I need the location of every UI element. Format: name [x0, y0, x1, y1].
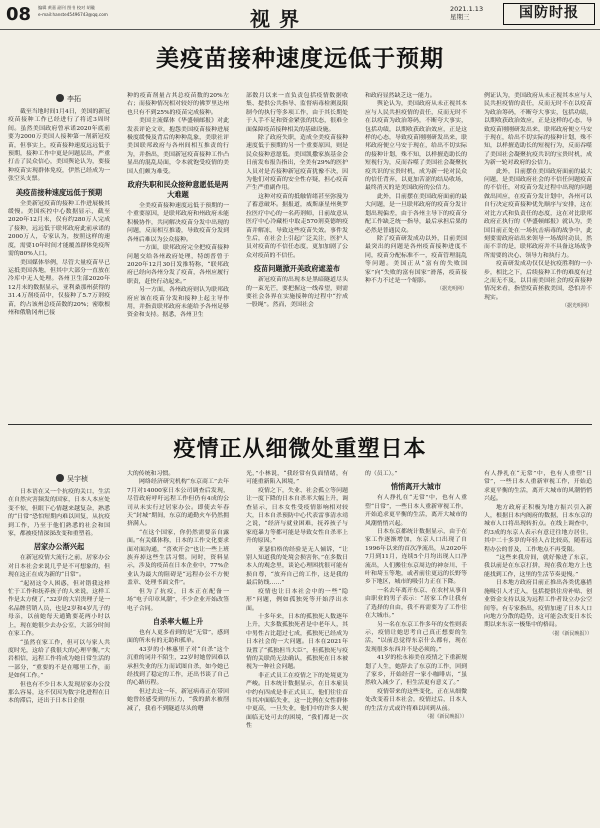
- paragraph: 亚瑟伯格的经验是无人倾诉，“让别人知道我的处境会损害你，”在多数日本人的观念里，谈论心理困扰很可能有损自尊，“放弃自己的工作，这是我的最后防线……”: [246, 546, 348, 587]
- paragraph: 除了疫苗研发成功以外，目前美国最突出的问题是各州疫苗接种进度不同，疫苗分配标准不一，疫苗管理混乱等问题。美国正从“富有的失败国家”向“失败的富有国家”滑落，疫苗接种不力不过是一个缩影。: [365, 235, 467, 284]
- paragraph: 有人挣扎在“无常”中，也有人重塑“日常”，一些日本人重新审视工作，开始追求更平衡的生活，离开大城市的风潮悄悄兴起。: [365, 495, 467, 527]
- paragraph: “虽然在家工作，但可以与家人共度时光，这给了我很大的心理平衡，”大岩相信，远程工作将成为她日常生活的一部分，“重要的不是在哪里工作，而是如何工作。”: [8, 639, 110, 680]
- paragraph: “起初这令人困惑，但对错我这样忙于工作和抚养孩子的人来说，这样工作是太方便了，”32岁的大岩贵理子是一名品牌营销人员，也是2岁和4岁儿子的母亲，以前她每天通勤要花两小时以上，现在她很少去办公室，大部分时间在家工作。: [8, 580, 110, 638]
- newspaper-logo: 国防时报: [503, 3, 595, 25]
- paragraph: 在新冠疫情大流行之前，居家办公对日本社会来说几乎是不可想象的，但现在这正在成为新的“日常”。: [8, 555, 110, 579]
- editor-info: [38, 4, 158, 18]
- paragraph: 另一方面，各州政府则认为联邦政府应该在疫苗分发和接种上起主导作用，并指责联邦政府未能给予各州足够资金和支持。据悉，各州卫生: [127, 287, 229, 319]
- weekday-text: 星期三: [450, 13, 470, 21]
- paragraph: 一方面，联邦政府完全把疫苗接种问题交给各州政府处理，特朗普曾于2020年12月30日发推特称，“联邦政府已经向各州分发了疫苗，各州应履行职责，赶快行动起来。”: [127, 245, 229, 285]
- paragraph: 地方政府正积极为地方振兴引入新人，根据日本内阁府的数据，日本东京的城市人口将出现转折点。在线上调查中，约3成的东京人表示有意迁往地方居住，其中二十多岁的年轻人占比较高，随着远程办公的普及，工作地点不再受限。: [484, 504, 592, 553]
- paragraph: 网络经济研究机构“东京商工”去年7月对14000家日本公司调查后发现，尽管政府呼吁远程工作但仍有4成的公司从未实行过居家办公。即使去年春天“封城”期间，东京的通勤火车仍然拥挤满人。: [127, 479, 229, 528]
- paragraph: 截至当地时间1月4日，美国的新冠疫苗接种工作已经进行了将近3周时间。虽然美国政府曾承诺2020年底前要为2000万美国人接种第一剂新冠疫苗，但事实上，疫苗接种速度远远低于预期，接种工作中更是问题层出，严重打击了民众信心，美国舆论认为，要接种疫苗实现群体免疫，伊然已经成为一张空头支票。: [8, 109, 110, 183]
- article2-headline: 疫情正从细微处重塑日本: [173, 437, 427, 462]
- paragraph: 非正式员工在疫情之下的处境更为严峻。日本统计数据显示，在日本雇员中约有四成是非正式员工，他们往往首当其冲面临失业，这一比例在女性群体中更高，一旦失业，他们中的许多人便面临无处可去的困境，“我们都是一次性: [246, 672, 348, 730]
- paragraph: 光，”小林说，“我经常有负面情绪，有可能重新陷入困境，”: [246, 471, 348, 486]
- paragraph: 另一名在东京工作多年的女性则表示，疫情让她思考自己真正想要的生活，“以前总觉得东京什么都有，现在发现很多东西并不是必须的。”: [365, 621, 467, 653]
- paragraph: 例证认为，美国政府从未正视其本应与人民共担疫情的责任，反而无时不在以疫苗为政治筹码，不断夸大事实，包括功绩，以期收获政治效应，正是这样的心态，导致疫苗刚刚研发出来，联邦政府便立马安于现在，给出不切实际的接种计划，殊不知，以样擅造助长的短视行为，反而吞噬了美国社会凝聚抗疫共识的宝贵时机，成为新一轮对政府的公信力。: [484, 93, 592, 167]
- paragraph: 的（员工）。”: [365, 471, 398, 477]
- subheading: 自杀率大幅上升: [152, 616, 204, 626]
- paragraph: 有人挣扎在“无常”中，也有人重塑“日常”，一些日本人重新审视工作，开始追求更平衡的生活，离开大城市的风潮悄悄兴起。: [484, 471, 592, 503]
- article2-byline: [56, 474, 88, 484]
- paragraph: 也有人更多看到的是“无常”，感到面的所未有的无助和孤单。: [127, 629, 229, 645]
- page-number: 08: [6, 4, 32, 25]
- paragraph: 日本语在又一个抗疫的关口，生活在自然灾害频发的国家，日本人本应处变不惊，但眼下心情越来越复杂，熟悉的“日常”恐怕短期内难以回复，从抗疫到工作，乃至于他们熟悉的社会和国家，都被疫情深深改变和重塑着。: [8, 489, 110, 538]
- paragraph: 43岁的小林惠里子对“自杀”这个沉重的词并不陌生，22岁时她曾因难以承担失业的压力而试图自杀，如今她已经找到了稳定的工作，还出书谈了自己的心路历程。: [127, 646, 229, 687]
- paragraph: 但过去这一年，新冠病毒正在带回她曾经感受到的压力，“我的薪水被削减了，我看不到隧道尽头的曙: [127, 688, 229, 712]
- article-credit: （据光明网）: [561, 303, 592, 310]
- paragraph: 疫情之下，失业、社会孤立等问题让一度下降的日本自杀率大幅上升，调查显示，日本女性受疫情影响相对较大，日本自杀预防中心代表雷事清水靖之说，“经济与就业困难，抚养孩子与家庭暴力等都可能是导致女性自杀率上升的原因。”: [246, 487, 348, 545]
- author-icon: [56, 94, 64, 102]
- paragraph: 新冠疫苗的出现本是黑暗隧道尽头的一束光芒，要把握这一线希望，则需要社会各界在实施接种的过程中“拧成一股绳”。然而，美国社会: [246, 277, 348, 309]
- article2-author: 吴宇桢: [67, 475, 88, 483]
- paragraph: 疫情也让日本社会中的一些“隐形”问题，例如孤独死等开始浮出水面。: [246, 588, 348, 612]
- paragraph: 但也有不少日本人发现居家办公没那么容易，这不仅因为数字化进程在日本的滞后，还出于日本日企很: [8, 681, 110, 705]
- paragraph: 除了政府失职，造成全美疫苗接种速度低于预期的另一个重要原因，则是民众接种意愿低。美国凯撒家族基金会日前发布报告指出，全美有29%的医护人员对是否接种新冠疫苗犹豫不决，因为他们对疫苗的安全性存疑，担心疫苗产生严重副作用。: [246, 135, 348, 192]
- article2-column-2: [127, 470, 229, 816]
- article2-column-5: [484, 470, 592, 816]
- article2-column-4: [365, 470, 467, 816]
- paragraph: 部数月以来一直负责包括疫情数据收集、提供公共指导、监督病毒检测及限制今的执行等多项工作，由于其长期处于人手不足和资金紧张的状态，很难全面保障疫苗接种相关的基础设施。: [246, 93, 348, 133]
- article1-column-2: [127, 92, 229, 420]
- paragraph: 41岁的松永裕美在疫情之下重新规划了人生，她辞去了东京的工作，回到了家乡，开始经营一家小咖啡店，“虽然收入减少了，但生活更有意义了。”: [365, 655, 467, 687]
- paragraph: 此外，目前摆在美国政府面前的最大问题，是美国政府社会的不信任问题疫苗的不信任，对疫苗分发过程中出现的问题做出回应，在疫苗分发计划中，各州可以自行决定疫苗接种优先顺序与安排，这在对比方式和负责任的态度，这在对比联邦政府正执行的《华盛顿邮报》就认为，美国目前正处在一场抗击病毒的战争中，此刻要需政府站出来领导一场战时动员，然而不幸的是，联邦政府并不具备这场战争所需要的决心、领导力和执行力。: [484, 168, 592, 259]
- paragraph: 日本东京都统计数据显示，由于在家工作逐渐增加，东京人口出现了自1996年以来的首次净流出，从2020年7月到11月，连续5个月均出现人口净流出，人们搬往东京周边的神奈川、千叶和埼玉等地，或者前往更远的长野等乡下地区，城市的吸引力正在下降。: [365, 529, 467, 586]
- paragraph: “这些来我房间，就好像进了东京，我以前是在东京打拼，现在我在地方上也能找到工作，这里的生活节奏更慢。”: [484, 555, 592, 578]
- article1-author: 李拓: [67, 95, 81, 103]
- paragraph: 这种对疫苗的抵触情绪甚至弥漫为了蓄意破坏。据报道，威斯康星州奥罗拉医疗中心的一名药剂师，日前故意从医疗中心冷藏柜中取走570剂莫德纳疫苗并解冻，导致这些疫苗失效。事件发生后，在社会上引起广泛关注，医护人员对疫苗的不信任态度，更加加剧了公众对疫苗的不信任。: [246, 193, 348, 259]
- paragraph: 此外，目前摆在美国政府面前的最大问题，是一旦联邦政府的疫苗分发计划出现偏差，由于各州主导下的疫苗分配工作缺乏统一指导，最后承担后果的必然是普通民众。: [365, 193, 467, 234]
- paragraph: “在这个国家，你仍然需要亲自露面。”有关媒体称，日本的工作文化要求面对面沟通，“喜欢开会”也让一些上班族弃掉这些生活习惯。同时，资料显示，涉及的疫苗在日本企业中，77%企业认为最大的阻碍是“远程办公不方便盖章、处理书面文件”。: [127, 529, 229, 587]
- paragraph: 舆论认为，美国政府从未正视其本应与人民共担疫情的责任，反而无时不在以疫苗为政治筹码，不断夸大事实，包括功绩，以期收获政治效应，正是这样的心态，导致疫苗刚刚研发出来，联邦政府便立马安于现在，给出不切实际的接种计划，殊不知，以样擅造助长的短视行为，反而吞噬了美国社会凝聚抗疫共识的宝贵时机，成为新一轮对民众的信任背弃，以更加苦涩的结局收场，最终消灭的是美国政府的公信力。: [365, 101, 467, 192]
- paragraph: 全美疫苗接种速度远低于预期的一个重要原因，是联邦政府和州政府未能积极协作，共同解决疫苗分发中出现的问题，反而相互推诿，导致疫苗分发到各州后难以为公众接种。: [127, 203, 229, 243]
- article-credit: （据《新民晚报》）: [424, 713, 467, 720]
- article1-byline: [56, 94, 81, 104]
- subheading: 疫苗问题掀开美政府遮羞布: [253, 264, 341, 274]
- article1-column-5: [484, 92, 592, 420]
- paragraph: 种的疫苗剂量占其总疫苗数的20%左右；而接种情况相对较好的佛罗里达州也只有不到25%的疫苗完成接种。: [127, 93, 229, 116]
- page-masthead: [0, 0, 600, 30]
- author-icon: [56, 474, 64, 482]
- paragraph: 但为了抗疫，日本正在配备一场“电子印章风潮”，不少企业开始改签电子合同。: [127, 588, 229, 612]
- article-divider: [8, 424, 592, 425]
- paragraph: 全美新冠疫苗的接种工作进展极其缓慢。美国疾控中心数据显示，截至2020年12月末，仅有约280万人完成了接种，远远低于联邦政府此前承诺的2000万人，专家认为，按照这样的速度，需要10年时间才能覆盖群体免疫所需的80%人口。: [8, 200, 110, 258]
- article1-column-3: [246, 92, 348, 420]
- paragraph: 美国主流媒体《华盛顿邮报》对此发表评论文章，抱怨美国疫苗接种进展极度缓慢及背后的种种乱象，美联社评美国联邦政府与各州间相互推责的行为，并指出，美国新冠疫苗接种工作凸显出的混乱局面，令本就饱受疫情的美国人们颇为难受。: [127, 118, 229, 175]
- paragraph: 日本地方政府目前正推出各类优惠措施吸引人才迁入，包括提供住房补贴、创业资金支持以及为远程工作者设立办公空间等。有专家指出，疫情加速了日本人口向地方分散的趋势，这可能会改变日本长期以来东京一极集中的格局。: [484, 580, 592, 629]
- date-text: 2021.1.13: [450, 5, 484, 13]
- paragraph: 一名去年离开东京、在农村从事自由职业的男子表示：“居家工作让我有了选择的自由，我不再需要为了工作住在大城市。”: [365, 587, 467, 620]
- article1-column-1: [8, 108, 110, 420]
- subheading: 悄悄离开大城市: [390, 482, 442, 492]
- paragraph: 疫情带来的这些变化，正在从细微处改变着日本社会，疫情过后，日本人的生活方式或许将难以回到从前。: [365, 688, 467, 712]
- article2-column-1: [8, 488, 110, 816]
- publication-date: [450, 5, 483, 21]
- article-credit: （据《新民晚报》）: [549, 630, 592, 637]
- paragraph: 大的传统和习惯。: [127, 471, 175, 477]
- paragraph: 疫苗研发成功仅仅是抗疫胜利的一小步，相比之下，后续接种工作的难度有过之而无不及，以目前美国社会的疫苗接种情况来看，指望疫苗拯救美国，恐怕并不现实。: [484, 261, 592, 301]
- paragraph: 和政府显然缺乏这一能力。: [365, 93, 436, 99]
- editor-line: 编辑 黄嘉 副刊 图书 校对 胡璇: [38, 5, 95, 10]
- article1-headline: 美疫苗接种速度远低于预期: [156, 46, 444, 72]
- article1-column-4: [365, 92, 467, 420]
- subheading: 政府失职和民众接种意愿低是两大难题: [127, 180, 229, 200]
- article-credit: （据光明网）: [436, 286, 467, 293]
- paragraph: 十多年来，日本的孤独死人数逐年上升，大多数孤独死者是中老年人，其中男性占比超过七成，孤独死已经成为日本社会的一大问题。日本在2021年设置了“孤独担当大臣”，但孤独死与疫情的关联尚无法确认，孤独死在日本被视为一种社会问题。: [246, 613, 348, 671]
- subheading: 美疫苗接种速度远低于预期: [15, 187, 103, 197]
- subheading: 居家办公渐兴起: [33, 542, 85, 552]
- section-title: 视界: [250, 7, 308, 31]
- paragraph: 美国媒体举例，尽管大量疫苗早已运抵美国各地，但其中大部分一直放在冷库中无人处理。各州卫生部2020年12月末的数据显示，亚利桑那州获得的31.4万剂疫苗中，仅接种了5.7万剂疫苗，约占该州总疫苗数的20%；密歇根州和俄勒冈州已接: [8, 259, 110, 316]
- email-line: e-mail:hanste45496743@qq.com: [38, 12, 108, 17]
- article2-column-3: [246, 470, 348, 816]
